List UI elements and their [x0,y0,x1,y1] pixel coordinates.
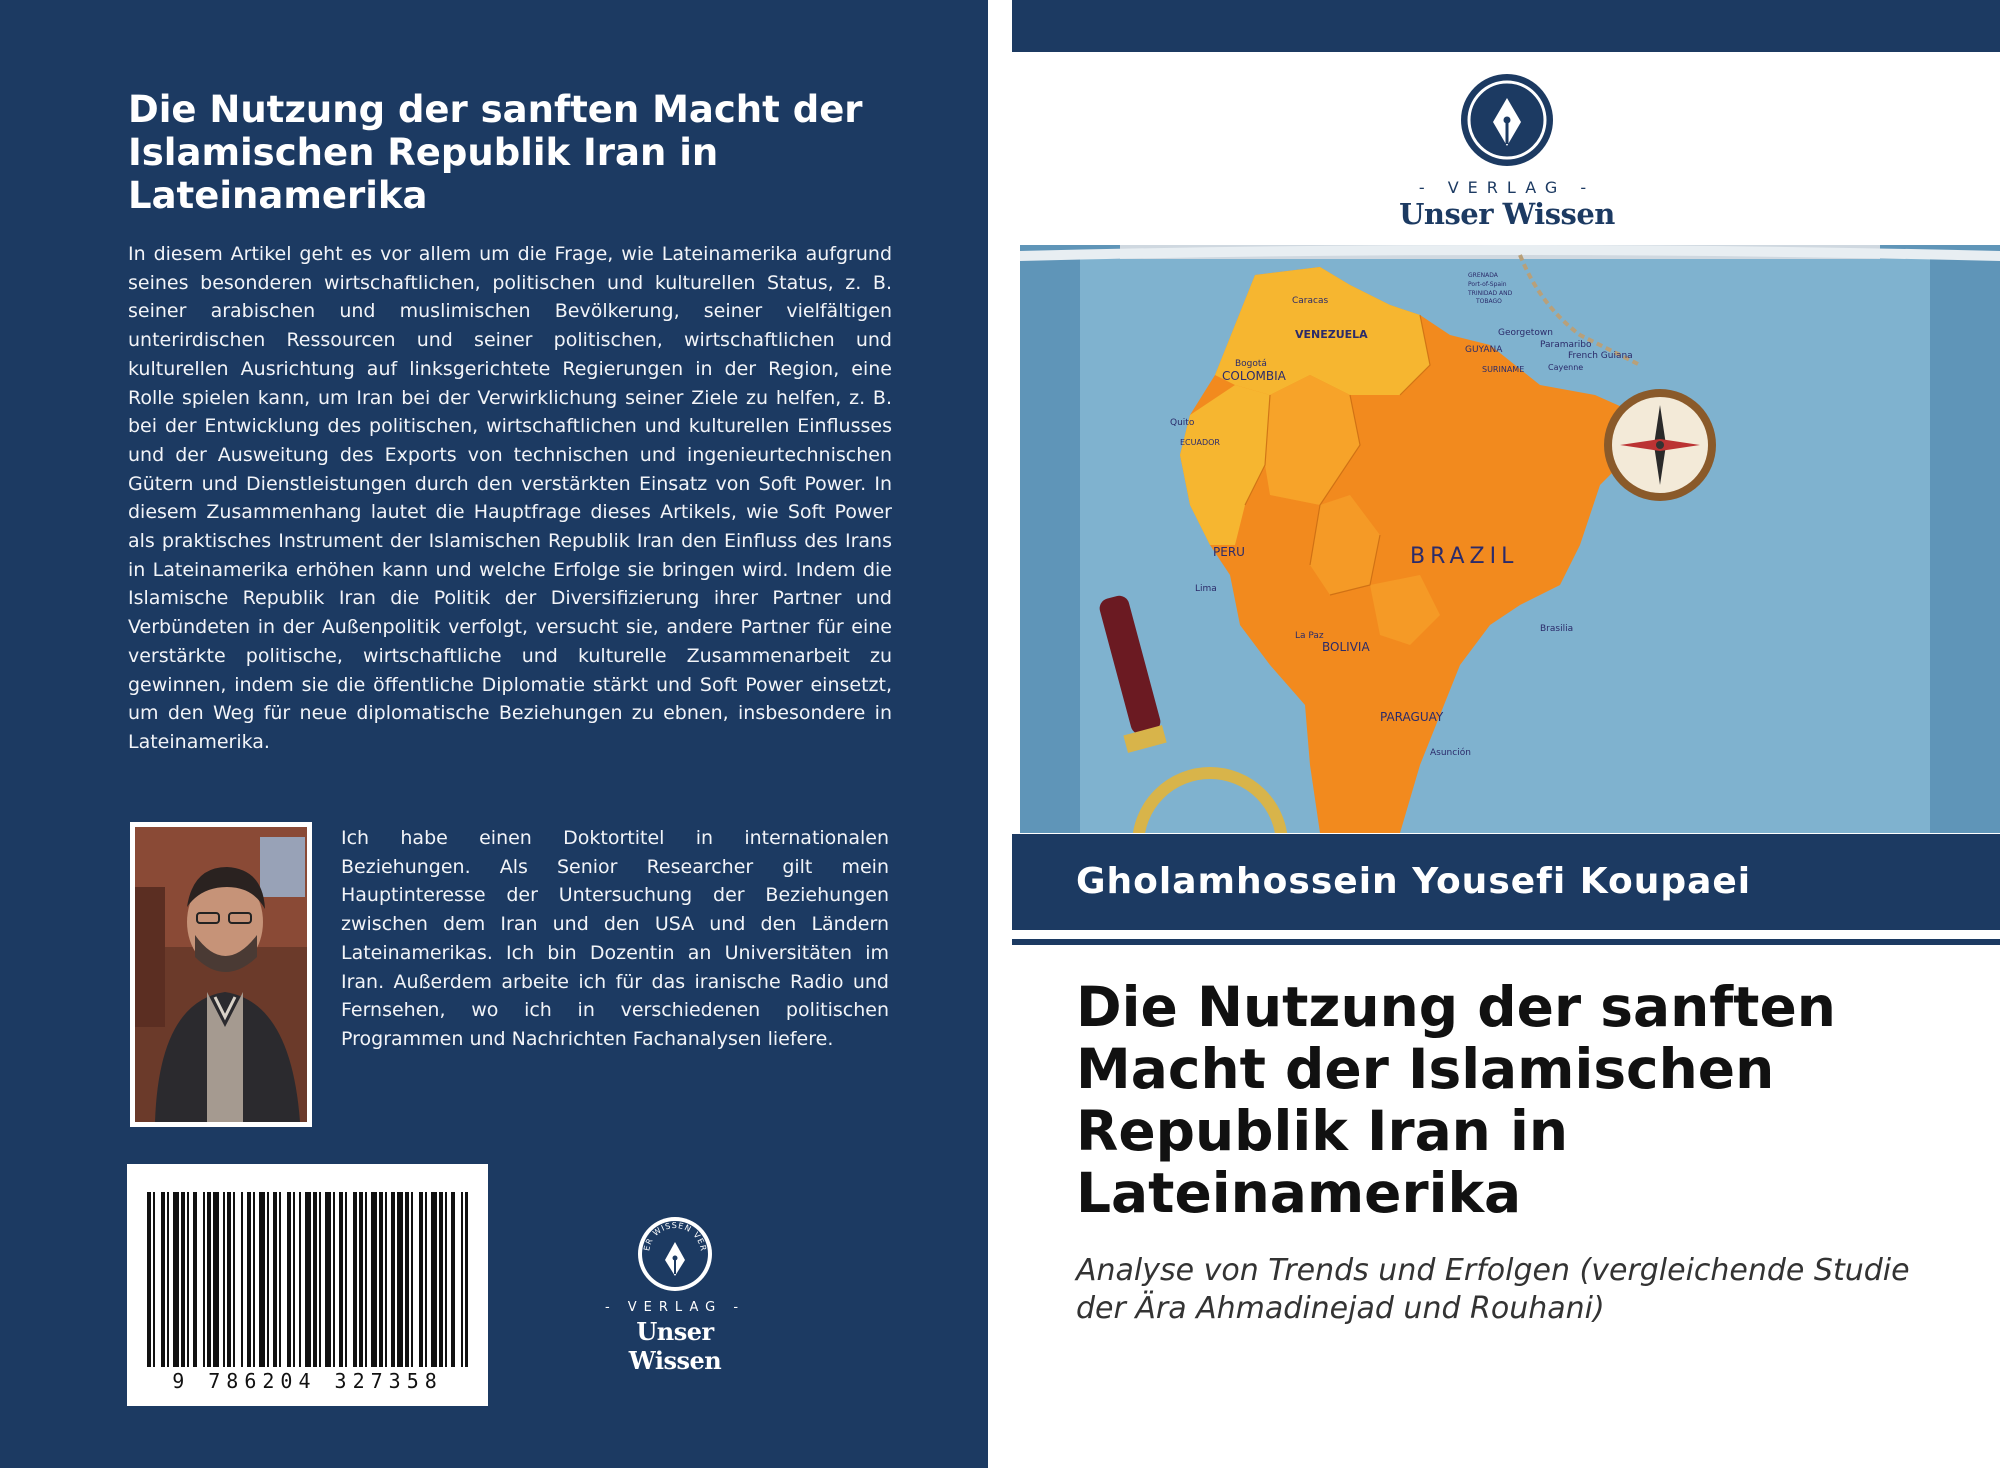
front-cover [1012,0,2000,1468]
barcode-bar [293,1192,295,1367]
back-cover [0,0,988,1468]
barcode-bar [247,1192,251,1367]
barcode-bar [161,1192,165,1367]
divider-rule [1012,939,2000,945]
publisher-name: Unser Wissen [628,1317,722,1375]
map-label-quito: Quito [1170,418,1195,428]
map-label-brazil: BRAZIL [1410,544,1519,569]
spine-gap [988,0,1012,1468]
cover-map-illustration [1020,245,2000,833]
barcode-bar [385,1192,387,1367]
barcode-bar [359,1192,363,1367]
map-label-paraguay: PARAGUAY [1380,710,1444,724]
publisher-verlag-label: - VERLAG - [604,1300,746,1315]
map-label-guyana: GUYANA [1465,345,1503,355]
author-portrait-image [135,827,307,1122]
map-label-french-guiana: French Guiana [1568,351,1633,361]
pen-nib-logo-icon [1459,72,1555,168]
map-label-caracas: Caracas [1292,296,1329,306]
isbn-number: 9 786204 327358 [172,1369,443,1393]
isbn-barcode [127,1164,488,1406]
barcode-bar [279,1192,281,1367]
barcode-bar [233,1192,235,1367]
barcode-bar [267,1192,269,1367]
barcode-bar [173,1192,179,1367]
barcode-bar [365,1192,367,1367]
barcode-bar [181,1192,185,1367]
publisher-logo-back [590,1214,760,1375]
barcode-bar [313,1192,317,1367]
front-cover-subtitle: Analyse von Trends und Erfolgen (vergleichende Studie der Ära Ahmadinejad und Rouhani) [1076,1253,1910,1326]
barcode-bar [147,1192,151,1367]
publisher-verlag-label: - VERLAG - [1418,178,1596,197]
map-label-georgetown: Georgetown [1498,328,1553,338]
barcode-bar [319,1192,321,1367]
barcode-bar [203,1192,205,1367]
map-label-peru: PERU [1213,545,1245,559]
map-label-ecuador: ECUADOR [1180,438,1220,447]
author-band [1012,834,2000,930]
map-label-asuncion: Asunción [1430,748,1471,758]
barcode-bar [339,1192,343,1367]
barcode-bar [431,1192,437,1367]
publisher-logo-front [1372,72,1642,231]
map-label-venezuela: VENEZUELA [1295,328,1368,341]
barcode-bars [147,1192,468,1367]
map-label-paramaribo: Paramaribo [1540,340,1592,350]
barcode-bar [273,1192,277,1367]
barcode-bar [287,1192,291,1367]
barcode-bar [411,1192,413,1367]
barcode-bar [451,1192,455,1367]
barcode-bar [419,1192,423,1367]
barcode-bar [461,1192,463,1367]
map-label-port-of-spain: Port-of-Spain [1468,281,1507,288]
barcode-bar [325,1192,331,1367]
barcode-bar [379,1192,383,1367]
map-label-lima: Lima [1195,584,1217,594]
barcode-bar [213,1192,219,1367]
barcode-bar [439,1192,443,1367]
map-label-cayenne: Cayenne [1548,363,1584,372]
map-label-colombia: COLOMBIA [1222,369,1286,383]
author-bio: Ich habe einen Doktortitel in internationalen Beziehungen. Als Senior Researcher gilt mein Hauptinteresse der Untersuchung der Beziehungen zwischen dem Iran und den USA und den Ländern Lateinamerikas. Ich bin Dozentin an Universitäten im Iran. Außerdem arbeite ich für das iranische Radio und Fernsehen, wo ich in verschiedenen politischen Programmen und Nachrichten Fachanalysen liefere. [341,827,889,1050]
barcode-bar [153,1192,155,1367]
barcode-bar [187,1192,189,1367]
map-label-trinidad: TRINIDAD AND [1468,290,1513,297]
barcode-bar [371,1192,377,1367]
map-label-la-paz: La Paz [1295,631,1324,641]
barcode-bar [425,1192,427,1367]
south-america-map-image [1020,245,2000,833]
svg-text:UNSER WISSEN VERLAG: ER WISSEN VER [642,1220,708,1253]
author-photo [130,822,312,1127]
barcode-bar [445,1192,447,1367]
barcode-bar [405,1192,409,1367]
barcode-bar [241,1192,243,1367]
barcode-bar [353,1192,357,1367]
publisher-name: Unser Wissen [1399,197,1615,231]
barcode-bar [253,1192,255,1367]
back-cover-blurb: In diesem Artikel geht es vor allem um die Frage, wie Lateinamerika aufgrund seines besonderen wirtschaftlichen, politischen und kulturellen Status, z. B. seiner arabischen und muslimischen Bevölkerung, seiner vielfältigen unterirdischen Ressourcen und seiner politischen, wirtschaftlichen und kulturellen Ausrichtung auf linksgerichtete Regierungen in der Region, eine Rolle spielen kann, um Iran bei der Verwirklichung seiner Ziele zu helfen, z. B. bei der Entwicklung des politischen, wirtschaftlichen und kulturellen Einflusses und der Ausweitung des Exports von technischen und ingenieurtechnischen Gütern und Dienstleistungen durch den verstärkten Einsatz von Soft Power. In diesem Zusammenhang lautet die Hauptfrage dieses Artikels, wie Soft Power als praktisches Instrument der Islamischen Republik Iran den Einfluss des Irans in Lateinamerika erhöhen kann und welche Erfolge sie bringen wird. Indem die Islamische Republik Iran die Politik der Diversifizierung ihrer Partner und Verbündeten in der Außenpolitik verfolgt, versucht sie, andere Partner für eine verstärkte politische, wirtschaftliche und kulturelle Zusammenarbeit zu gewinnen, indem sie die öffentliche Diplomatie stärkt und Soft Power einsetzt, um den Weg für neue diplomatische Beziehungen zu ebnen, insbesondere in Lateinamerika. [128,243,892,753]
barcode-bar [305,1192,311,1367]
map-label-bogota: Bogotá [1235,359,1267,369]
barcode-bar [223,1192,225,1367]
barcode-bar [259,1192,265,1367]
back-cover-title: Die Nutzung der sanften Macht der Islamischen Republik Iran in Lateinamerika [128,88,863,217]
map-label-tobago: TOBAGO [1476,298,1502,305]
barcode-bar [391,1192,395,1367]
barcode-bar [227,1192,231,1367]
barcode-bar [207,1192,211,1367]
front-cover-title: Die Nutzung der sanften Macht der Islamischen Republik Iran in Lateinamerika [1076,975,1836,1225]
barcode-bar [193,1192,197,1367]
barcode-bar [345,1192,347,1367]
map-label-bolivia: BOLIVIA [1322,640,1370,654]
barcode-bar [397,1192,403,1367]
map-label-suriname: SURINAME [1482,365,1525,374]
barcode-bar [299,1192,301,1367]
barcode-bar [333,1192,335,1367]
front-author-name: Gholamhossein Yousefi Koupaei [1076,861,1752,902]
pen-nib-seal-icon [635,1214,715,1294]
barcode-bar [465,1192,468,1367]
map-label-brasilia: Brasilia [1540,624,1574,634]
barcode-bar [167,1192,169,1367]
front-top-bar [1012,0,2000,52]
map-label-grenada: GRENADA [1468,272,1498,279]
